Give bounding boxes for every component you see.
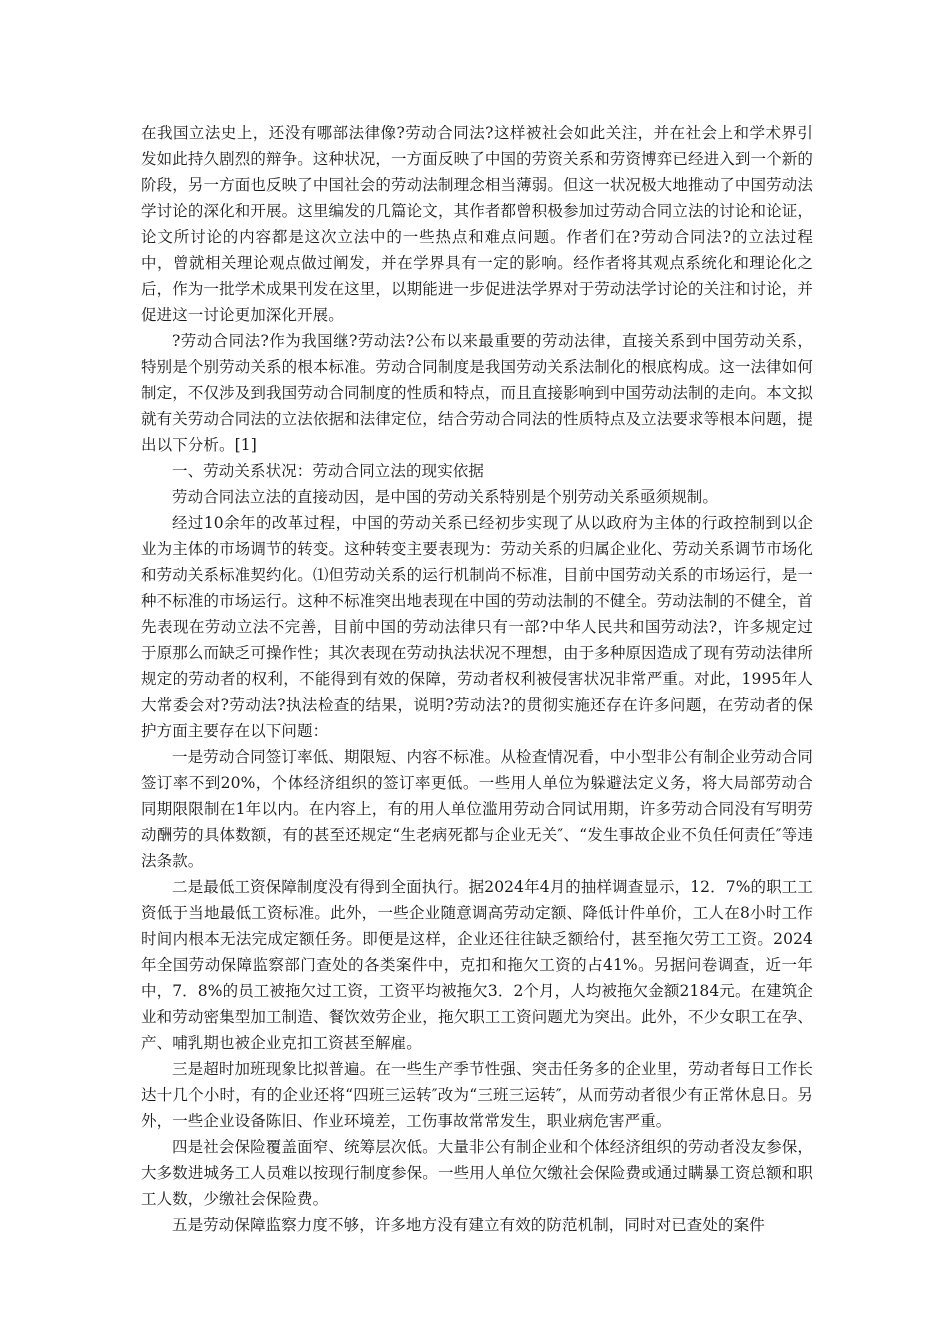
paragraph-issue-five: 五是劳动保障监察力度不够，许多地方没有建立有效的防范机制，同时对已查处的案件 bbox=[172, 1216, 765, 1234]
paragraph-labor-contract-law: ?劳动合同法?作为我国继?劳动法?公布以来最重要的劳动法律，直接关系到中国劳动关系，特别是个别劳动关系的根本标准。劳动合同制度是我国劳动关系法制化的根底构成。这一法律如何制定，不仅涉及到我国劳动合同制度的性质和特点，而且直接影响到中国劳动法制的走向。本文拟就有关劳动合同法的立法依据和法律定位，结合劳动合同法的性质特点及立法要求等根本问题，提出以下分析。[1] bbox=[141, 332, 813, 454]
paragraph-issue-four: 四是社会保险覆盖面窄、统筹层次低。大量非公有制企业和个体经济组织的劳动者没友参保，大多数进城务工人员难以按现行制度参保。一些用人单位欠缴社会保险费或通过瞒暴工资总额和职工人数，少缴社会保险费。 bbox=[141, 1138, 813, 1208]
document-body bbox=[141, 120, 813, 1238]
paragraph-issue-one: 一是劳动合同签订率低、期限短、内容不标准。从检查情况看，中小型非公有制企业劳动合同签订率不到20%，个体经济组织的签订率更低。一些用人单位为躲避法定义务，将大局部劳动合同期限限制在1年以内。在内容上，有的用人单位滥用劳动合同试用期，许多劳动合同没有写明劳动酬劳的具体数额，有的甚至还规定“生老病死都与企业无关″、“发生事故企业不负任何责任″等违法条款。 bbox=[141, 748, 813, 870]
paragraph-direct-motive: 劳动合同法立法的直接动因，是中国的劳动关系特别是个别劳动关系亟须规制。 bbox=[172, 488, 719, 506]
paragraph-issue-three: 三是超时加班现象比拟普遍。在一些生产季节性强、突击任务多的企业里，劳动者每日工作长达十几个小时，有的企业还将“四班三运转″改为“三班三运转″，从而劳动者很少有正常休息日。另外，一些企业设备陈旧、作业环境差，工伤事故常常发生，职业病危害严重。 bbox=[141, 1060, 813, 1130]
paragraph-issue-two: 二是最低工资保障制度没有得到全面执行。据2024年4月的抽样调查显示，12．7%的职工工资低于当地最低工资标准。此外，一些企业随意调高劳动定额、降低计件单价，工人在8小时工作时间内根本无法完成定额任务。即便是这样，企业还往往缺乏额给付，甚至拖欠劳工工资。2024年全国劳动保障监察部门查处的各类案件中，克扣和拖欠工资的占41%。另据问卷调查，近一年中，7．8%的员工被拖欠过工资，工资平均被拖欠3．2个月，人均被拖欠金额2184元。在建筑企业和劳动密集型加工制造、餐饮效劳企业，拖欠职工工资问题尤为突出。此外，不少女职工在孕、产、哺乳期也被企业克扣工资甚至解雇。 bbox=[141, 878, 813, 1052]
section-heading-1: 一、劳动关系状况：劳动合同立法的现实依据 bbox=[172, 462, 485, 480]
paragraph-reform-process: 经过10余年的改革过程，中国的劳动关系已经初步实现了从以政府为主体的行政控制到以企业为主体的市场调节的转变。这种转变主要表现为：劳动关系的归属企业化、劳动关系调节市场化和劳动关系标准契约化。⑴但劳动关系的运行机制尚不标准，目前中国劳动关系的市场运行，是一种不标准的市场运行。这种不标准突出地表现在中国的劳动法制的不健全。劳动法制的不健全，首先表现在劳动立法不完善，目前中国的劳动法律只有一部?中华人民共和国劳动法?，许多规定过于原那么而缺乏可操作性；其次表现在劳动执法状况不理想，由于多种原因造成了现有劳动法律所规定的劳动者的权利，不能得到有效的保障，劳动者权利被侵害状况非常严重。对此，1995年人大常委会对?劳动法?执法检查的结果，说明?劳动法?的贯彻实施还存在许多问题，在劳动者的保护方面主要存在以下问题： bbox=[141, 514, 813, 740]
paragraph-intro: 在我国立法史上，还没有哪部法律像?劳动合同法?这样被社会如此关注，并在社会上和学术界引发如此持久剧烈的辩争。这种状况，一方面反映了中国的劳资关系和劳资博弈已经进入到一个新的阶段，另一方面也反映了中国社会的劳动法制理念相当薄弱。但这一状况极大地推动了中国劳动法学讨论的深化和开展。这里编发的几篇论文，其作者都曾积极参加过劳动合同立法的讨论和论证，论文所讨论的内容都是这次立法中的一些热点和难点问题。作者们在?劳动合同法?的立法过程中，曾就相关理论观点做过阐发，并在学界具有一定的影响。经作者将其观点系统化和理论化之后，作为一批学术成果刊发在这里，以期能进一步促进法学界对于劳动法学讨论的关注和讨论，并促进这一讨论更加深化开展。 bbox=[141, 124, 813, 324]
